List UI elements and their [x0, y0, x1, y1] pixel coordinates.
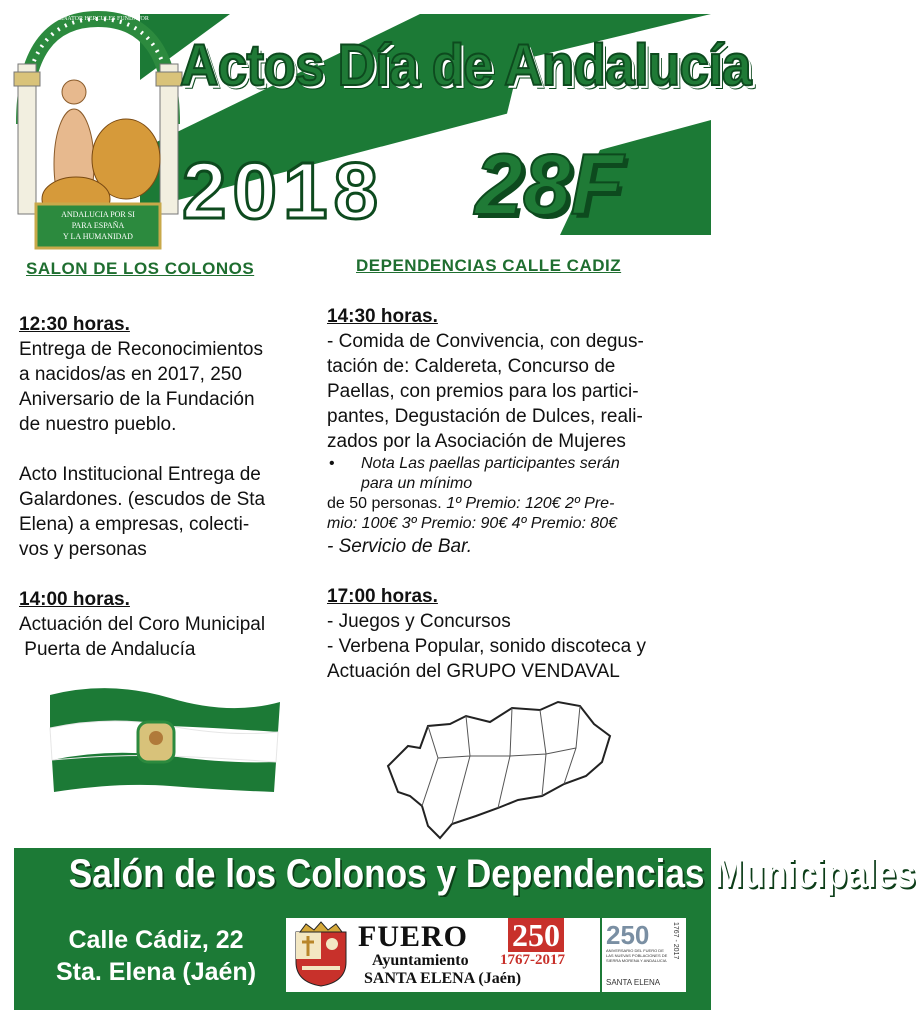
right-line: - Verbena Popular, sonido discoteca y — [327, 636, 646, 657]
left-column — [19, 312, 319, 662]
address-line-1: Calle Cádiz, 22 — [68, 926, 244, 954]
left-line: Aniversario de la Fundación — [19, 389, 255, 410]
right-time-2: 17:00 horas. — [327, 586, 438, 607]
crest-motto-2: PARA ESPAÑA — [71, 221, 125, 230]
address-line-2: Sta. Elena (Jaén) — [55, 958, 257, 986]
right-column — [327, 304, 707, 684]
andalucia-map — [380, 696, 620, 846]
left-line: Entrega de Reconocimientos — [19, 339, 263, 360]
logo2-small: ANIVERSARIO DEL FUERO DE LAS NUEVAS POBLACIONES DE SIERRA MORENA Y ANDALUCIA — [606, 948, 668, 963]
date-tag: 28F — [475, 137, 624, 233]
crest-motto-3: Y LA HUMANIDAD — [63, 232, 133, 241]
left-line: de nuestro pueblo. — [19, 414, 177, 435]
crest-motto-1: ANDALUCIA POR SI — [61, 210, 135, 219]
logo2-town: SANTA ELENA — [606, 978, 661, 987]
logo-ayto-text: Ayuntamiento — [372, 952, 469, 969]
left-section-heading: SALON DE LOS COLONOS — [26, 259, 255, 278]
right-line: zados por la Asociación de Mujeres — [327, 431, 626, 452]
right-line: - Juegos y Concursos — [327, 611, 511, 632]
left-line: vos y personas — [19, 539, 147, 560]
anniversary-logo — [602, 918, 686, 992]
footer-title: Salón de los Colonos y Dependencias Municipales — [68, 852, 916, 896]
right-line: Actuación del GRUPO VENDAVAL — [327, 661, 620, 682]
logo-fuero-text: FUERO — [358, 920, 468, 953]
right-line: - Comida de Convivencia, con degus- — [327, 331, 644, 352]
andalucia-crest — [14, 14, 182, 258]
right-time-1: 14:30 horas. — [327, 306, 438, 327]
left-line: a nacidos/as en 2017, 250 — [19, 364, 242, 385]
right-line: tación de: Caldereta, Concurso de — [327, 356, 616, 377]
crest-arch-text: DOMINATOR HERCULES FUNDATOR — [47, 16, 149, 22]
bullet-icon: • — [329, 455, 335, 472]
left-line: Galardones. (escudos de Sta — [19, 489, 266, 510]
note-tail-line: mio: 100€ 3º Premio: 90€ 4º Premio: 80€ — [327, 515, 618, 532]
left-line: Puerta de Andalucía — [19, 639, 196, 660]
bar-service: - Servicio de Bar. — [327, 536, 473, 557]
year-label: 2018 — [182, 146, 384, 235]
left-line: Elena) a empresas, colecti- — [19, 514, 250, 535]
page-title: Actos Día de Andalucía — [180, 33, 751, 98]
note-block — [327, 454, 707, 494]
andalucia-flag — [40, 680, 290, 815]
left-line: Actuación del Coro Municipal — [19, 614, 266, 635]
note-line: para un mínimo — [361, 475, 473, 492]
note-tail — [327, 494, 707, 514]
fuero-logo — [286, 918, 600, 992]
logo-town-text: SANTA ELENA (Jaén) — [364, 970, 522, 987]
logo2-num: 250 — [606, 920, 650, 950]
town-shield-icon — [292, 922, 350, 988]
right-line: pantes, Degustación de Dulces, reali- — [327, 406, 643, 427]
right-line: Paellas, con premios para los partici- — [327, 381, 639, 402]
right-section-heading: DEPENDENCIAS CALLE CADIZ — [356, 256, 622, 275]
logo-years-text: 1767-2017 — [500, 952, 565, 968]
logo-250-text: 250 — [508, 918, 564, 952]
note-tail-part: 1º Premio: 120€ 2º Pre- — [441, 495, 615, 512]
left-time-1: 12:30 horas. — [19, 314, 130, 335]
logo2-years: 1767 - 2017 — [672, 922, 679, 960]
note-line: Nota Las paellas participantes serán — [361, 455, 620, 472]
note-tail-part: de 50 personas. — [327, 495, 442, 512]
left-time-2: 14:00 horas. — [19, 589, 130, 610]
left-line: Acto Institucional Entrega de — [19, 464, 261, 485]
